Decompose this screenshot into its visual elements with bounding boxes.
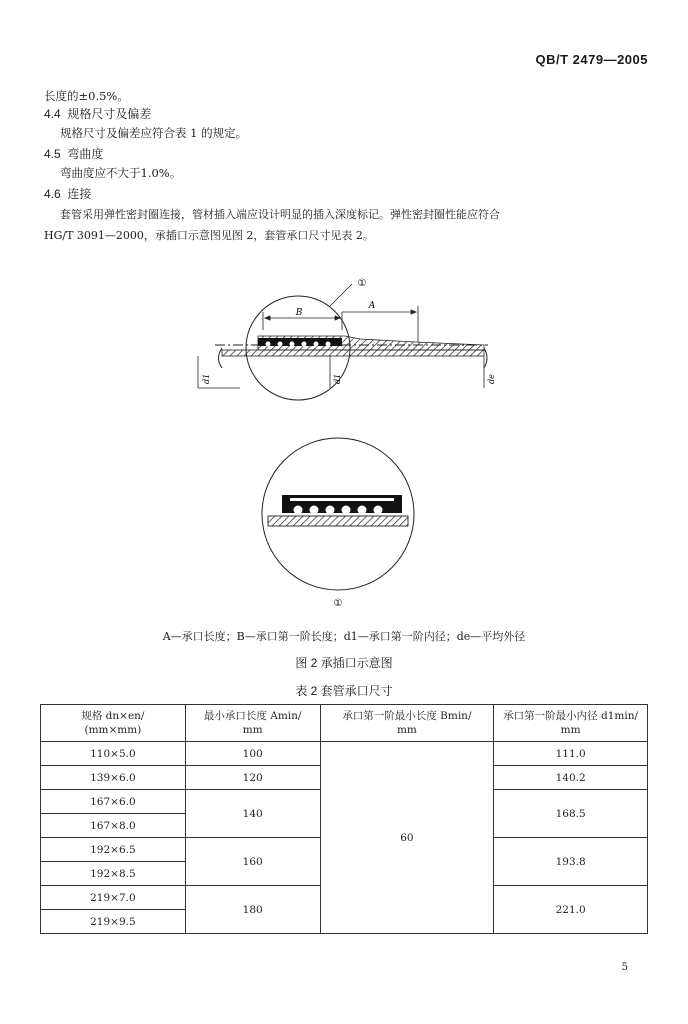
section-4-4-heading bbox=[44, 106, 151, 122]
header-d1min: 承口第一阶最小内径 d1min/ mm bbox=[494, 705, 648, 742]
section-number: 4.6 bbox=[44, 187, 61, 201]
page-number: 5 bbox=[621, 962, 628, 973]
figure-legend: A—承口长度；B—承口第一阶长度；d1—承口第一阶内径；de—平均外径 bbox=[162, 630, 526, 643]
cell-d1min: 111.0 bbox=[494, 742, 648, 766]
section-number: 4.4 bbox=[44, 107, 61, 121]
section-4-6-text-2: HG/T 3091—2000，承插口示意图见图 2，套管承口尺寸见表 2。 bbox=[44, 229, 374, 242]
section-title: 弯曲度 bbox=[67, 147, 104, 161]
cell-amin: 100 bbox=[185, 742, 320, 766]
table-row bbox=[41, 742, 648, 766]
socket-dimension-table bbox=[40, 704, 648, 934]
cell-bmin-merged: 60 bbox=[320, 742, 494, 934]
section-4-6-text-1: 套管采用弹性密封圈连接，管材插入端应设计明显的插入深度标记。弹性密封圈性能应符合 bbox=[60, 208, 500, 221]
cell-d1min: 140.2 bbox=[494, 766, 648, 790]
table-caption: 表 2 套管承口尺寸 bbox=[295, 684, 393, 698]
section-4-4-text: 规格尺寸及偏差应符合表 1 的规定。 bbox=[60, 126, 248, 140]
cell-spec: 219×9.5 bbox=[41, 910, 186, 934]
section-title: 规格尺寸及偏差 bbox=[67, 107, 152, 121]
detail-view bbox=[262, 438, 414, 590]
section-4-5-heading bbox=[44, 146, 103, 162]
cell-spec: 192×6.5 bbox=[41, 838, 186, 862]
standard-number: QB/T 2479—2005 bbox=[535, 52, 648, 67]
cell-spec: 219×7.0 bbox=[41, 886, 186, 910]
section-4-6-heading bbox=[44, 186, 91, 202]
cell-amin: 140 bbox=[185, 790, 320, 838]
text-continuation: 长度的±0.5%。 bbox=[44, 89, 129, 103]
cell-spec: 167×6.0 bbox=[41, 790, 186, 814]
cell-d1min: 221.0 bbox=[494, 886, 648, 934]
header-spec: 规格 dn×en/ (mm×mm) bbox=[41, 705, 186, 742]
label-de: de bbox=[487, 374, 496, 384]
cell-amin: 180 bbox=[185, 886, 320, 934]
section-title: 连接 bbox=[67, 187, 92, 201]
table-header-row bbox=[41, 705, 648, 742]
figure-caption: 图 2 承插口示意图 bbox=[295, 656, 393, 670]
cell-amin: 120 bbox=[185, 766, 320, 790]
header-amin: 最小承口长度 Amin/ mm bbox=[185, 705, 320, 742]
cell-spec: 139×6.0 bbox=[41, 766, 186, 790]
label-A: A bbox=[368, 301, 376, 311]
label-B: B bbox=[295, 308, 303, 318]
cell-d1min: 168.5 bbox=[494, 790, 648, 838]
cell-spec: 192×8.5 bbox=[41, 862, 186, 886]
cell-spec: 110×5.0 bbox=[41, 742, 186, 766]
label-d1: d1 bbox=[202, 373, 211, 384]
pipe-assembly bbox=[215, 336, 488, 368]
section-number: 4.5 bbox=[44, 147, 61, 161]
cell-spec: 167×8.0 bbox=[41, 814, 186, 838]
cell-d1min: 193.8 bbox=[494, 838, 648, 886]
header-bmin: 承口第一阶最小长度 Bmin/ mm bbox=[320, 705, 494, 742]
section-4-5-text: 弯曲度应不大于1.0%。 bbox=[60, 166, 182, 180]
cell-amin: 160 bbox=[185, 838, 320, 886]
detail-reference-top: ① bbox=[357, 278, 367, 289]
label-d1-second: d1 bbox=[333, 373, 342, 384]
socket-diagram bbox=[0, 260, 688, 620]
detail-reference-bottom: ① bbox=[333, 598, 343, 609]
